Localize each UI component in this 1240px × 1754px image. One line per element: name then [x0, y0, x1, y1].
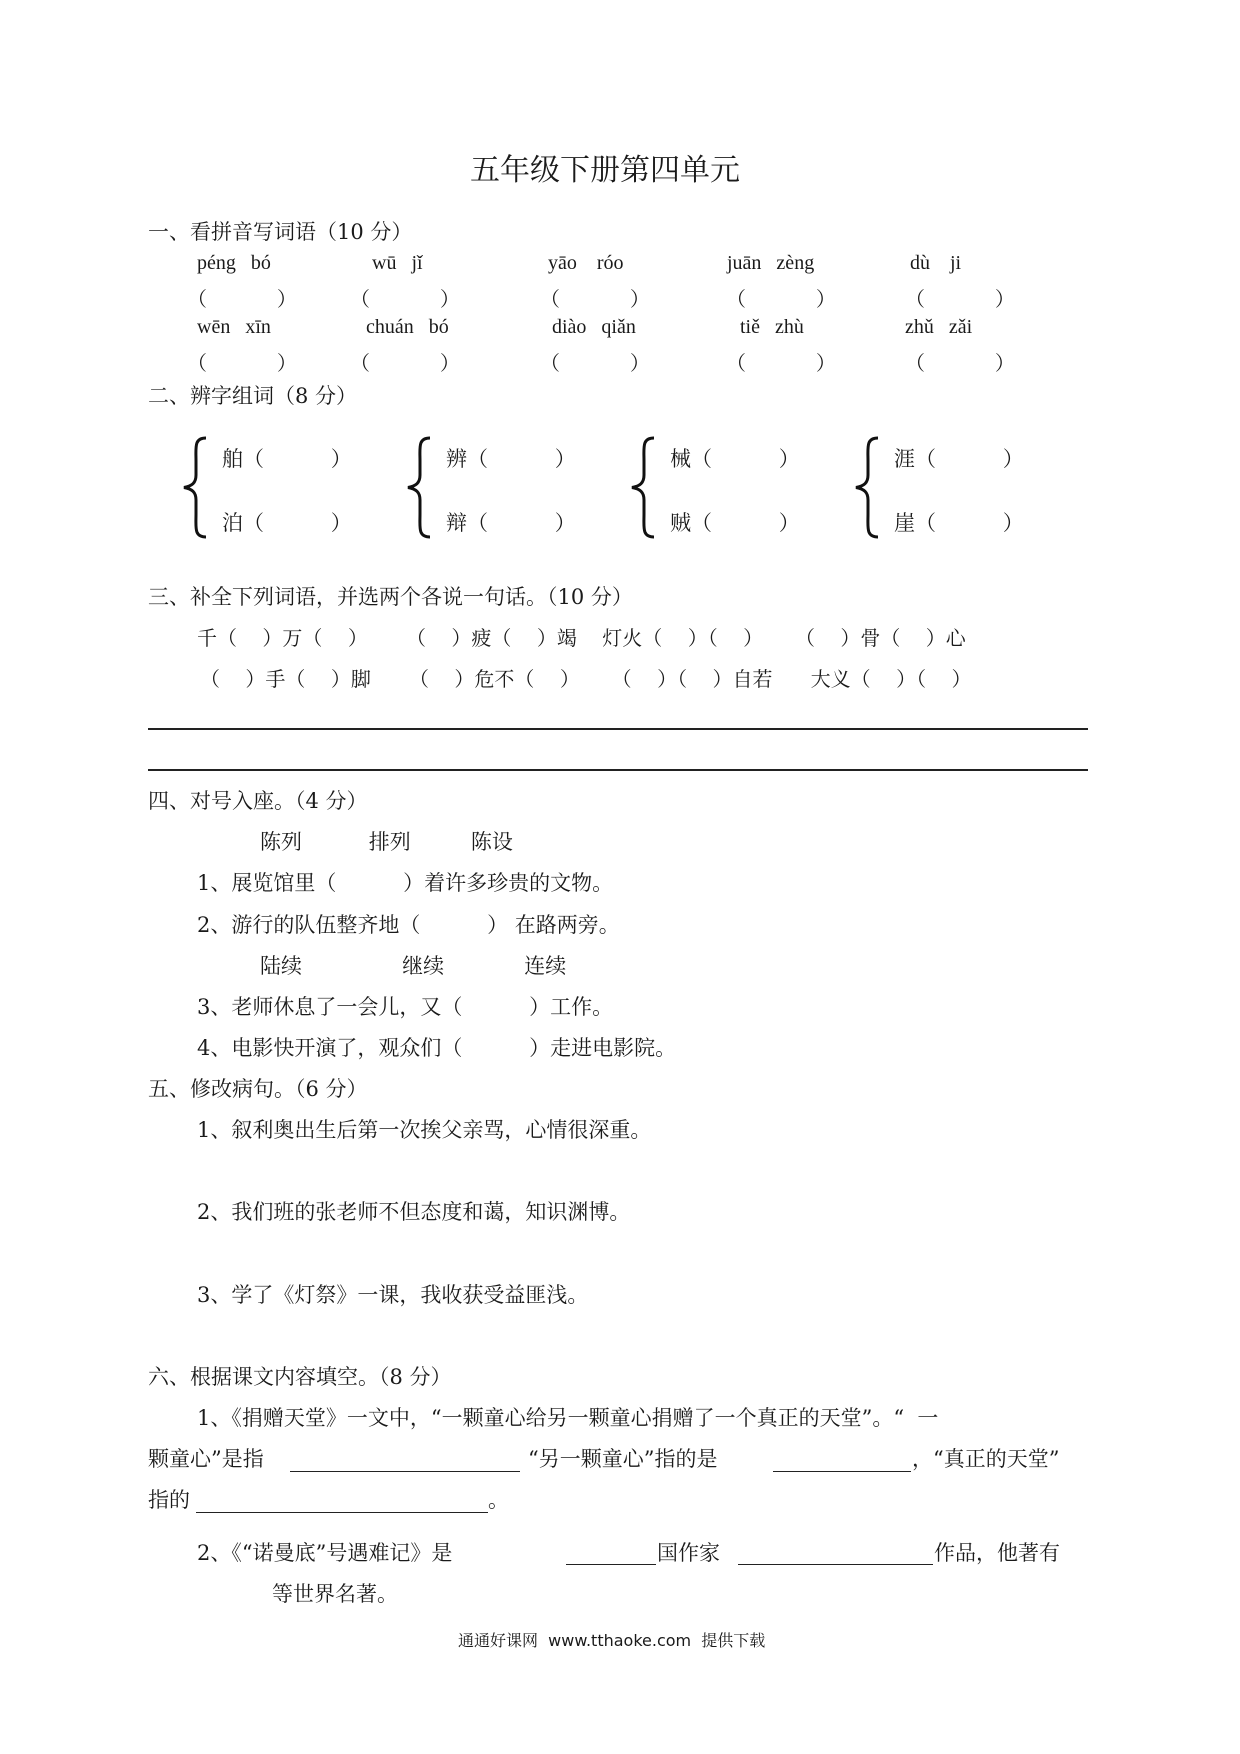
- char-item: 辨（ ）: [446, 447, 576, 471]
- char-item: 崖（ ）: [894, 511, 1024, 535]
- answer-blank: （ ）: [540, 287, 650, 311]
- question-text: 等世界名著。: [272, 1582, 398, 1606]
- answer-blank: （ ）: [726, 351, 836, 375]
- brace-icon: [628, 435, 658, 540]
- question: 1、叙利奥出生后第一次挨父亲骂，心情很深重。: [197, 1118, 652, 1142]
- section-3-heading: 三、补全下列词语，并选两个各说一句话。（10 分）: [148, 585, 633, 609]
- pinyin-1: péng bó: [197, 252, 271, 274]
- section-6-heading: 六、根据课文内容填空。（8 分）: [148, 1365, 452, 1389]
- page-title: 五年级下册第四单元: [470, 153, 740, 188]
- answer-blank: （ ）: [350, 351, 460, 375]
- fill-blank: [738, 1564, 933, 1565]
- pinyin-4: juān zèng: [727, 252, 815, 274]
- fill-blank: [290, 1471, 520, 1472]
- char-item: 涯（ ）: [894, 447, 1024, 471]
- pinyin-6: wēn xīn: [197, 316, 271, 338]
- question: 3、老师休息了一会儿，又（ ）工作。: [197, 995, 614, 1019]
- section-5-heading: 五、修改病句。（6 分）: [148, 1077, 368, 1101]
- answer-line: [148, 728, 1088, 730]
- section-2-heading: 二、辨字组词（8 分）: [148, 384, 358, 408]
- question-text: 。: [488, 1488, 509, 1512]
- answer-blank: （ ）: [350, 287, 460, 311]
- pinyin-7: chuán bó: [366, 316, 449, 338]
- brace-icon: [404, 435, 434, 540]
- answer-blank: （ ）: [540, 351, 650, 375]
- question-text: ，“真正的天堂”: [912, 1447, 1060, 1471]
- brace-icon: [180, 435, 210, 540]
- brace-icon: [852, 435, 882, 540]
- question: 1、展览馆里（ ）着许多珍贵的文物。: [197, 871, 614, 895]
- char-item: 辩（ ）: [446, 511, 576, 535]
- section-1-heading: 一、看拼音写词语（10 分）: [148, 220, 413, 244]
- question-text: 颗童心”是指: [148, 1447, 264, 1471]
- fill-blank: [566, 1564, 656, 1565]
- question-text: 作品，他著有: [934, 1541, 1060, 1565]
- char-item: 泊（ ）: [222, 511, 352, 535]
- fill-blank: [196, 1512, 488, 1513]
- word-choices: 陆续 继续 连续: [260, 954, 567, 978]
- question: 2、我们班的张老师不但态度和蔼，知识渊博。: [197, 1200, 631, 1224]
- question-text: 2、《“诺曼底”号遇难记》是: [197, 1541, 453, 1565]
- pinyin-5: dù ji: [910, 252, 962, 274]
- answer-blank: （ ）: [187, 287, 297, 311]
- footer-credit: 通通好课网 www.tthaoke.com 提供下载: [458, 1631, 766, 1650]
- idiom-line: （ ）手（ ）脚 （ ）危不（ ） （ ）（ ）自若 大义（ ）（ ）: [200, 667, 972, 691]
- pinyin-9: tiě zhù: [740, 316, 804, 338]
- section-4-heading: 四、对号入座。（4 分）: [148, 789, 368, 813]
- answer-line: [148, 769, 1088, 771]
- question: 2、游行的队伍整齐地（ ） 在路两旁。: [197, 913, 620, 937]
- char-item: 舶（ ）: [222, 447, 352, 471]
- answer-blank: （ ）: [187, 351, 297, 375]
- answer-blank: （ ）: [905, 287, 1015, 311]
- question-text: 指的: [148, 1488, 190, 1512]
- word-choices: 陈列 排列 陈设: [260, 830, 513, 854]
- question-text: 国作家: [657, 1541, 720, 1565]
- answer-blank: （ ）: [905, 351, 1015, 375]
- question: 4、电影快开演了，观众们（ ）走进电影院。: [197, 1036, 677, 1060]
- fill-blank: [773, 1471, 911, 1472]
- char-item: 贼（ ）: [670, 511, 800, 535]
- idiom-line: 千（ ）万（ ） （ ）疲（ ）竭 灯火（ ）（ ） （ ）骨（ ）心: [197, 626, 966, 650]
- question: 1、《捐赠天堂》一文中，“一颗童心给另一颗童心捐赠了一个真正的天堂”。“ 一: [197, 1406, 939, 1430]
- answer-blank: （ ）: [726, 287, 836, 311]
- question: 3、学了《灯祭》一课，我收获受益匪浅。: [197, 1283, 589, 1307]
- pinyin-3: yāo róo: [548, 252, 624, 274]
- pinyin-10: zhǔ zǎi: [905, 316, 973, 338]
- pinyin-8: diào qiǎn: [552, 316, 636, 338]
- question-text: “另一颗童心”指的是: [528, 1447, 718, 1471]
- char-item: 械（ ）: [670, 447, 800, 471]
- pinyin-2: wū jǐ: [372, 252, 423, 274]
